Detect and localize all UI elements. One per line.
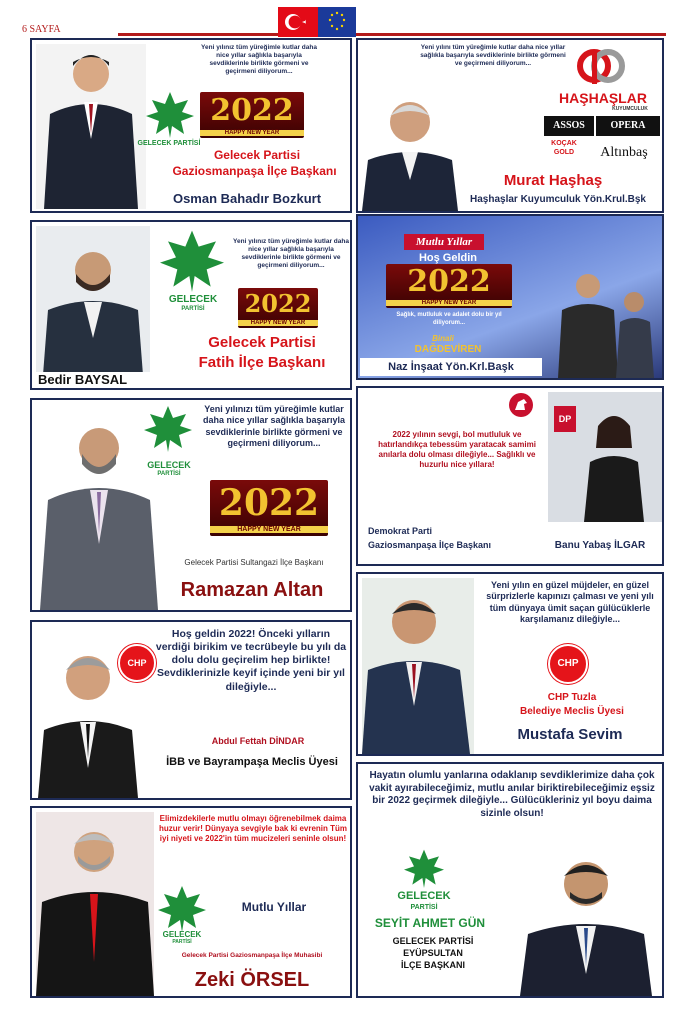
- gelecek-leaf-icon: [144, 90, 196, 138]
- person-title: Gelecek Partisi Gaziosmanpaşa İlçe Muhasibi: [181, 952, 323, 959]
- new-year-banner: 2022 HAPPY NEW YEAR: [210, 480, 328, 536]
- ad-ramazan-altan: [30, 398, 352, 612]
- greeting-message: Hayatın olumlu yanlarına odaklanıp sevdiklerimize daha çok vakit ayırabileceğimiz, mutlu anılar biriktirebileceğimiz eşsiz bir 2022 geçirmek dileğiyle... Gülücükleriniz yıl boyu daima sizinle olsun!: [369, 770, 655, 819]
- person-title-line2: Belediye Meclis Üyesi: [520, 706, 624, 717]
- assos-brand: ASSOS: [544, 116, 594, 136]
- header-rule: [118, 33, 666, 36]
- gelecek-logo-text: GELECEK: [397, 890, 451, 902]
- greeting-title: Mutlu Yıllar: [241, 900, 307, 914]
- greeting-message: Elimizdekilerle mutlu olmayı öğrenebilmek daima huzur verir! Dünyaya sevgiyle bak ki evrenin Tüm iyi niyeti ve 2022'in tüm mucizeleri seninle olsun!: [158, 814, 348, 843]
- person-title-line1: GELECEK PARTİSİ: [392, 936, 474, 946]
- ad-bedir-baysal: [30, 220, 352, 390]
- party-name: Gelecek Partisi: [213, 148, 301, 162]
- greeting-message: Yeni yılınızı tüm yüreğimle kutlar daha nice yıllar sağlıkla başarıyla sevdiklerinle birlikte görmeni ve geçirmeni diliyorum...: [202, 404, 346, 448]
- person-title: İBB ve Bayrampaşa Meclis Üyesi: [166, 756, 338, 768]
- brand-subtitle: KUYUMCULUK: [612, 106, 648, 112]
- ad-mustafa-sevim: [356, 572, 664, 756]
- kocak-gold-brand: KOÇAK GOLD: [551, 140, 577, 156]
- ad-murat-hashas: [356, 38, 664, 213]
- person-title-line1: CHP Tuzla: [547, 692, 597, 703]
- gelecek-logo-subtext: PARTİSİ: [181, 306, 205, 312]
- new-year-banner: 2022 HAPPY NEW YEAR: [386, 264, 512, 308]
- ad-banu-ilgar: [356, 386, 664, 566]
- greeting-message: Yeni yılın en güzel müjdeler, en güzel sürprizlerle kapınızı çalması ve yeni yılı tüm dünyaya ümit saçan gülücüklerle karşılamanız dileğiyle...: [486, 580, 654, 624]
- portrait-photo: [548, 392, 662, 522]
- ad-naz-insaat: [356, 214, 664, 380]
- ad-abdul-dindar: [30, 620, 352, 800]
- party-name: Demokrat Parti: [368, 526, 433, 536]
- greeting-message: Yeni yılınız tüm yüreğimle kutlar daha nice yıllar sağlıkla başarıyla sevdiklerinle birlikte görmeni ve geçirmeni diliyorum...: [201, 44, 317, 76]
- person-title: Gelecek Partisi Sultangazi İlçe Başkanı: [184, 558, 324, 567]
- portrait-photo: [36, 226, 150, 388]
- portrait-photo: [506, 844, 662, 996]
- person-name: Zeki ÖRSEL: [194, 969, 310, 991]
- gelecek-logo-subtext: PARTİSİ: [410, 904, 438, 911]
- ad-seyit-ahmet-gun: [356, 762, 664, 998]
- signature-last: DAĞDEVİREN: [414, 344, 482, 355]
- portrait-photo: [36, 44, 146, 209]
- gelecek-leaf-icon: [156, 228, 228, 292]
- person-title: Haşhaşlar Kuyumculuk Yön.Krul.Bşk: [470, 194, 646, 205]
- party-title: Fatih İlçe Başkanı: [198, 354, 326, 371]
- person-name: Murat Haşhaş: [503, 172, 603, 189]
- person-name: Osman Bahadır Bozkurt: [172, 191, 322, 206]
- person-name: Abdul Fettah DİNDAR: [211, 736, 305, 746]
- person-name: Ramazan Altan: [180, 579, 324, 601]
- gelecek-logo-text: GELECEK: [168, 294, 218, 305]
- signature-first: Binali: [432, 334, 454, 343]
- portrait-photo: [362, 578, 474, 754]
- gelecek-logo-subtext: PARTİSİ: [172, 939, 192, 945]
- gelecek-leaf-icon: [394, 848, 454, 888]
- new-year-banner: 2022 HAPPY NEW YEAR: [200, 92, 304, 138]
- greeting-message: Sağlık, mutluluk ve adalet dolu bir yıl diliyorum...: [396, 312, 502, 326]
- ad-zeki-orsel: [30, 806, 352, 998]
- dp-horse-logo-icon: [508, 392, 534, 418]
- dp-sign: DP: [554, 406, 576, 432]
- gelecek-leaf-icon: [142, 404, 194, 452]
- person-name: SEYİT AHMET GÜN: [374, 916, 486, 930]
- event-photo: [538, 246, 664, 378]
- person-name: Bedir BAYSAL: [34, 372, 158, 388]
- party-name: Gelecek Partisi: [208, 334, 316, 351]
- brand-name: HAŞHAŞLAR: [559, 90, 647, 106]
- turkey-eu-flag-icon: [278, 7, 356, 37]
- portrait-photo: [362, 90, 458, 211]
- altinbas-brand: Altınbaş: [600, 145, 648, 160]
- person-name: Mustafa Sevim: [517, 726, 623, 743]
- person-title-line2: EYÜPSULTAN: [403, 948, 463, 958]
- welcome-text: Hoş Geldin: [418, 252, 478, 264]
- party-title: Gaziosmanpaşa İlçe Başkanı: [172, 164, 337, 178]
- greeting-message: Hoş geldin 2022! Önceki yılların verdiği birikim ve tecrübeyle bu yılı da dolu dolu geçirelim hep birlikte! Sevdiklerinizle keyif içinde yeni bir yıl dileğiyle...: [155, 628, 347, 693]
- opera-brand: OPERA: [596, 116, 660, 136]
- gelecek-logo-subtext: PARTİSİ: [157, 471, 181, 477]
- company-title: Naz İnşaat Yön.Krl.Başk: [360, 358, 542, 376]
- greeting-message: Yeni yılınız tüm yüreğimle kutlar daha nice yıllar sağlıkla başarıyla sevdiklerinle birlikte görmeni ve geçirmeni diliyorum...: [233, 238, 349, 270]
- gelecek-logo-text: GELECEK: [147, 460, 191, 470]
- party-title: Gaziosmanpaşa İlçe Başkanı: [368, 540, 492, 550]
- greeting-message: Yeni yılını tüm yüreğimle kutlar daha nice yıllar sağlıkla başarıyla sevdiklerinle birlikte görmeni ve geçirmeni diliyorum...: [420, 44, 566, 68]
- person-title-line3: İLÇE BAŞKANI: [400, 960, 465, 970]
- page-number: 6 SAYFA: [22, 24, 61, 35]
- portrait-photo: [36, 812, 154, 996]
- chp-logo-icon: CHP: [118, 644, 156, 682]
- chp-logo-icon: CHP: [548, 644, 588, 684]
- ad-osman-bozkurt: [30, 38, 352, 213]
- greeting-message: 2022 yılının sevgi, bol mutluluk ve hatırlandıkça tebessüm yaratacak samimi anılarla dolu olması dileğiyle... Sağlıklı ve huzurlu nice yıllara!: [378, 430, 536, 469]
- gelecek-logo-text: GELECEK PARTİSİ: [137, 140, 201, 147]
- greeting-title: Mutlu Yıllar: [404, 234, 484, 250]
- gelecek-logo-text: GELECEK: [162, 930, 202, 939]
- gelecek-leaf-icon: [156, 884, 208, 932]
- person-name: Banu Yabaş İLGAR: [554, 540, 646, 551]
- hashaslar-logo-icon: [574, 44, 630, 90]
- new-year-banner: 2022 HAPPY NEW YEAR: [238, 288, 318, 328]
